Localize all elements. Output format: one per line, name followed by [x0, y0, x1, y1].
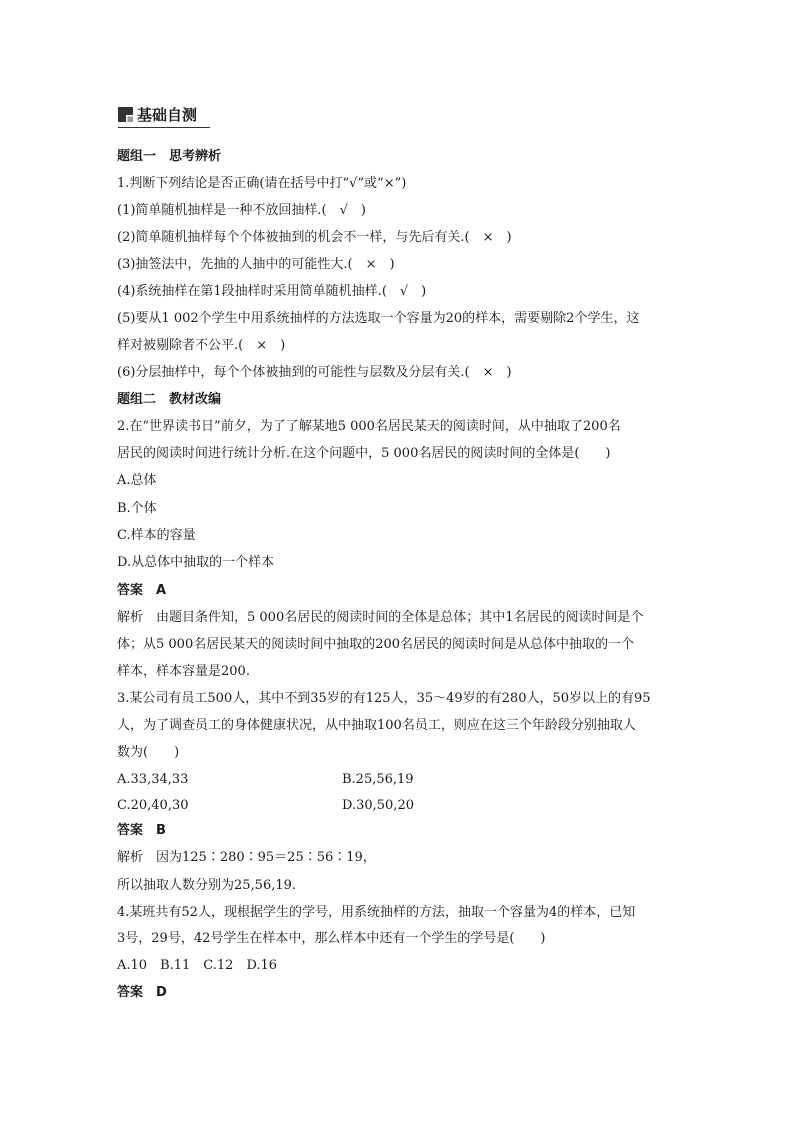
group2-title: 题组二 教材改编 — [117, 392, 222, 407]
q4-stem-1: 4.某班共有52人，现根据学生的学号，用系统抽样的方法，抽取一个容量为4的样本，已知 — [117, 905, 636, 920]
group1-title: 题组一 思考辨析 — [117, 149, 222, 164]
q2-stem-2: 居民的阅读时间进行统计分析.在这个问题中，5 000名居民的阅读时间的全体是( ) — [117, 446, 611, 461]
q2-option-a: A.总体 — [117, 473, 157, 488]
section-title: 基础自测 — [137, 106, 198, 124]
q4-options: A.10 B.11 C.12 D.16 — [117, 958, 278, 973]
q4-answer: 答案 D — [117, 985, 167, 1000]
section-divider — [118, 127, 210, 128]
q2-option-b: B.个体 — [117, 501, 157, 516]
q1-item-1: (1)简单随机抽样是一种不放回抽样.( √ ) — [117, 203, 366, 218]
q2-analysis-2: 体；从5 000名居民某天的阅读时间中抽取的200名居民的阅读时间是从总体中抽取的一个 — [117, 637, 635, 652]
q2-stem-1: 2.在“世界读书日”前夕，为了了解某地5 000名居民某天的阅读时间，从中抽取了200名 — [117, 419, 621, 434]
q2-analysis-1: 解析 由题目条件知，5 000名居民的阅读时间的全体是总体；其中1名居民的阅读时间是个 — [117, 610, 644, 625]
q1-item-2: (2)简单随机抽样每个个体被抽到的机会不一样，与先后有关.( × ) — [117, 230, 512, 245]
q3-option-c: C.20,40,30 — [117, 798, 189, 813]
q1-item-3: (3)抽签法中，先抽的人抽中的可能性大.( × ) — [117, 257, 395, 272]
q3-option-d: D.30,50,20 — [342, 798, 414, 813]
q3-stem-2: 人，为了调查员工的身体健康状况，从中抽取100名员工，则应在这三个年龄段分别抽取人 — [117, 718, 636, 733]
q3-option-b: B.25,56,19 — [342, 772, 414, 787]
q3-answer: 答案 B — [117, 823, 166, 838]
q2-analysis-3: 样本，样本容量是200. — [117, 664, 250, 679]
q3-stem-1: 3.某公司有员工500人，其中不到35岁的有125人，35～49岁的有280人，50岁以上的有95 — [117, 691, 651, 706]
q1-item-4: (4)系统抽样在第1段抽样时采用简单随机抽样.( √ ) — [117, 284, 427, 299]
q2-option-d: D.从总体中抽取的一个样本 — [117, 555, 275, 570]
q3-analysis-2: 所以抽取人数分别为25,56,19. — [117, 878, 297, 893]
q1-stem: 1.判断下列结论是否正确(请在括号中打“√”或“×”) — [117, 176, 407, 191]
q1-item-5-cont: 样对被剔除者不公平.( × ) — [117, 338, 286, 353]
q3-analysis-1: 解析 因为125∶280∶95＝25∶56∶19， — [117, 850, 376, 865]
q1-item-6: (6)分层抽样中，每个个体被抽到的可能性与层数及分层有关.( × ) — [117, 365, 512, 380]
q2-answer: 答案 A — [117, 583, 167, 598]
q2-option-c: C.样本的容量 — [117, 528, 196, 543]
q3-option-a: A.33,34,33 — [117, 772, 189, 787]
square-section-icon — [118, 107, 133, 122]
q1-item-5: (5)要从1 002个学生中用系统抽样的方法选取一个容量为20的样本，需要剔除2个学生，这 — [117, 311, 640, 326]
q3-stem-3: 数为( ) — [117, 745, 180, 760]
q4-stem-2: 3号，29号，42号学生在样本中，那么样本中还有一个学生的学号是( ) — [117, 931, 546, 946]
